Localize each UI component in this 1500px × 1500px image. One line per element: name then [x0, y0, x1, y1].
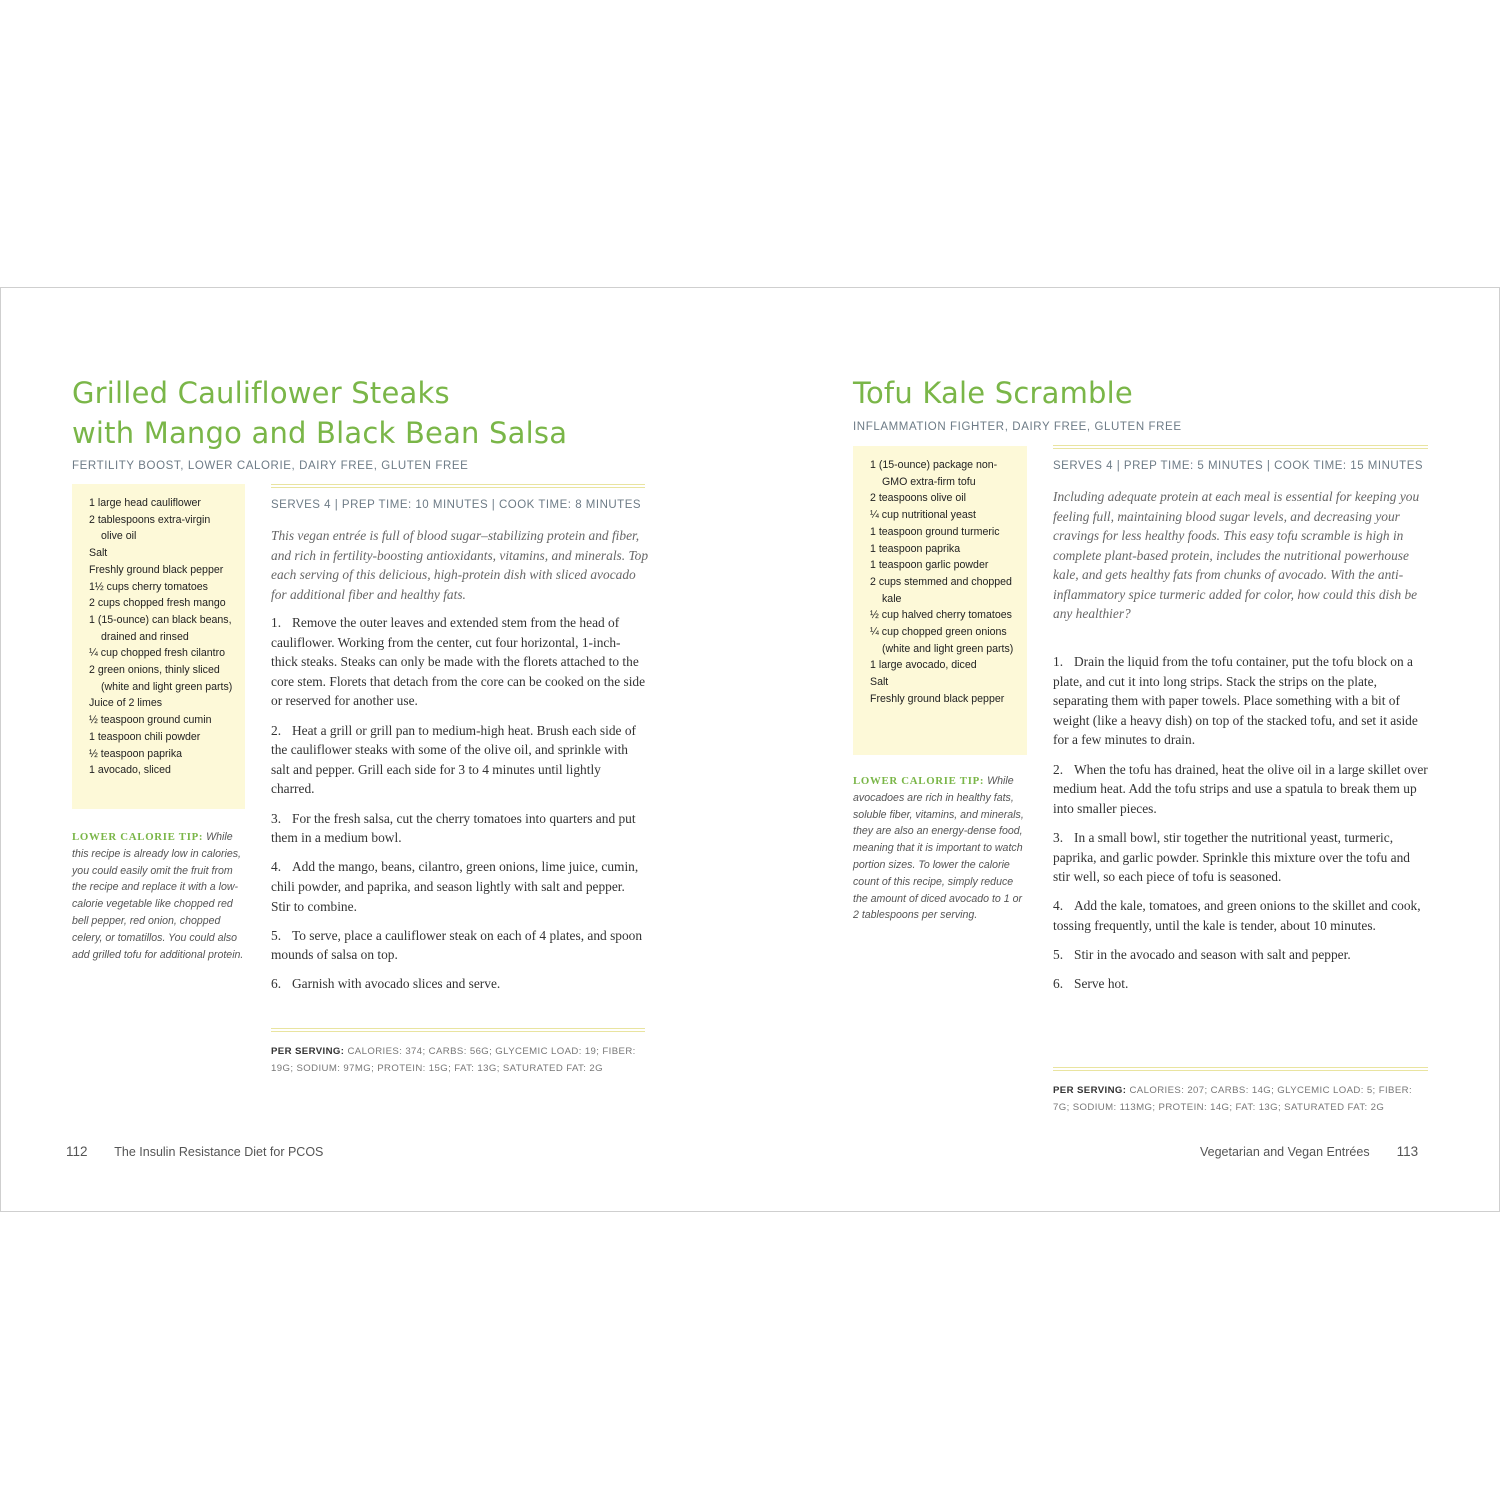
- bottom-rule: [271, 1028, 645, 1032]
- step-number: 5.: [271, 927, 282, 943]
- nutrition-facts: [271, 1043, 651, 1077]
- nutrition-text: CALORIES: 374; CARBS: 56G; GLYCEMIC LOAD: 19; FIBER: 19G; SODIUM: 97MG; PROTEIN: 15G; FAT: 13G; SATURATED FAT: 2G: [271, 1046, 636, 1074]
- step-item: [271, 613, 647, 711]
- ingredient-item: 1 teaspoon chili powder: [89, 730, 201, 743]
- step-text: In a small bowl, stir together the nutritional yeast, turmeric, paprika, and garlic powder. Sprinkle this mixture over the tofu and stir well, so each piece of tofu is seasoned.: [1053, 829, 1410, 885]
- step-number: 3.: [1053, 829, 1064, 845]
- serving-info: SERVES 4 | PREP TIME: 10 MINUTES | COOK TIME: 8 MINUTES: [271, 499, 642, 511]
- ingredient-item: Juice of 2 limes: [89, 697, 163, 710]
- top-rule: [1053, 445, 1428, 449]
- step-item: [271, 809, 647, 848]
- step-text: Remove the outer leaves and extended stem from the head of cauliflower. Working from the center, cut four horizontal, 1-inch-thick steaks. Steaks can only be made with the florets attached to the core stem. Florets that detach from the core can be cooked on the side or reserved for another use.: [271, 615, 646, 709]
- ingredients-box: [853, 446, 1027, 755]
- nutrition-facts: [1053, 1082, 1429, 1116]
- ingredient-item: Salt: [89, 547, 108, 560]
- title-line-2: with Mango and Black Bean Salsa: [72, 416, 568, 450]
- step-text: Stir in the avocado and season with salt and pepper.: [1074, 947, 1351, 963]
- step-number: 6.: [271, 976, 282, 992]
- step-number: 2.: [1053, 761, 1064, 777]
- step-item: [271, 974, 647, 994]
- ingredient-item: 2 green onions, thinly sliced (white and light green parts): [89, 664, 233, 693]
- step-item: [1053, 760, 1429, 819]
- recipe-title-cauliflower: [72, 373, 567, 453]
- nutrition-label: PER SERVING:: [1053, 1085, 1127, 1096]
- step-number: 3.: [271, 810, 282, 826]
- ingredient-list: [870, 457, 1017, 708]
- recipe-tags: INFLAMMATION FIGHTER, DAIRY FREE, GLUTEN FREE: [853, 421, 1182, 433]
- ingredient-item: 1 large avocado, diced: [870, 659, 977, 672]
- recipe-title-tofu: Tofu Kale Scramble: [853, 376, 1133, 410]
- ingredient-item: ½ teaspoon ground cumin: [89, 714, 212, 727]
- step-item: [271, 857, 647, 916]
- step-number: 4.: [271, 859, 282, 875]
- ingredient-item: ¼ cup chopped fresh cilantro: [89, 647, 226, 660]
- step-text: Serve hot.: [1074, 976, 1129, 992]
- ingredient-item: ½ teaspoon paprika: [89, 747, 183, 760]
- ingredient-item: 1 avocado, sliced: [89, 764, 171, 777]
- tip-label: LOWER CALORIE TIP:: [853, 775, 985, 787]
- title-line-1: Grilled Cauliflower Steaks: [72, 376, 450, 410]
- ingredient-item: 2 cups stemmed and chopped kale: [870, 575, 1012, 605]
- ingredients-box: [72, 484, 245, 809]
- ingredient-item: ¼ cup nutritional yeast: [870, 509, 976, 522]
- ingredient-item: 1 large head cauliflower: [89, 497, 201, 509]
- ingredient-item: 1 (15-ounce) package non-GMO extra-firm tofu: [870, 459, 998, 488]
- step-text: When the tofu has drained, heat the olive oil in a large skillet over medium heat. Add the tofu strips and use a spatula to break them up into smaller pieces.: [1053, 761, 1428, 816]
- recipe-steps: [1053, 652, 1429, 1003]
- step-number: 1.: [1053, 654, 1064, 669]
- page-footer-left: [66, 1144, 323, 1159]
- page-footer-right: [1200, 1144, 1418, 1159]
- running-title: Vegetarian and Vegan Entrées: [1200, 1145, 1370, 1159]
- ingredient-item: 2 tablespoons extra-virgin olive oil: [89, 513, 211, 543]
- step-text: Add the kale, tomatoes, and green onions to the skillet and cook, tossing frequently, until the kale is tender, about 10 minutes.: [1053, 898, 1421, 933]
- recipe-steps: [271, 613, 647, 1004]
- ingredient-item: 1 teaspoon ground turmeric: [870, 525, 1000, 538]
- step-item: [1053, 974, 1429, 994]
- step-text: To serve, place a cauliflower steak on each of 4 plates, and spoon mounds of salsa on top.: [271, 927, 643, 963]
- ingredient-list: [89, 495, 235, 779]
- tip-text: While this recipe is already low in calories, you could easily omit the fruit from the recipe and replace it with a low-calorie vegetable like chopped red bell pepper, red onion, chopped celery, or tomatillos. You could also add grilled tofu for additional protein.: [72, 831, 244, 961]
- ingredient-item: ¼ cup chopped green onions (white and light green parts): [870, 626, 1014, 655]
- step-number: 2.: [271, 722, 282, 738]
- ingredient-item: 2 teaspoons olive oil: [870, 492, 966, 505]
- nutrition-label: PER SERVING:: [271, 1046, 345, 1057]
- ingredient-item: 1½ cups cherry tomatoes: [89, 580, 208, 593]
- ingredient-item: 1 teaspoon garlic powder: [870, 559, 989, 572]
- step-text: For the fresh salsa, cut the cherry tomatoes into quarters and put them in a medium bowl.: [271, 810, 636, 846]
- lower-calorie-tip: [853, 773, 1025, 924]
- top-rule: [271, 484, 645, 488]
- tip-text: While avocadoes are rich in healthy fats, soluble fiber, vitamins, and minerals, they are also an energy-dense food, meaning that it is important to watch portion sizes. To lower the calorie count of this recipe, simply reduce the amount of diced avocado to 1 or 2 tablespoons per serving.: [853, 775, 1024, 922]
- step-number: 6.: [1053, 976, 1064, 992]
- serving-info: SERVES 4 | PREP TIME: 5 MINUTES | COOK TIME: 15 MINUTES: [1053, 460, 1424, 472]
- running-title: The Insulin Resistance Diet for PCOS: [114, 1145, 324, 1159]
- step-number: 5.: [1053, 947, 1064, 963]
- step-text: Add the mango, beans, cilantro, green onions, lime juice, cumin, chili powder, and paprika, and season lightly with salt and pepper. Stir to combine.: [271, 859, 639, 914]
- step-number: 4.: [1053, 898, 1064, 914]
- page-number: 113: [1396, 1144, 1419, 1159]
- bottom-rule: [1053, 1067, 1428, 1071]
- step-item: [1053, 896, 1429, 935]
- ingredient-item: Freshly ground black pepper: [870, 692, 1005, 705]
- tip-label: LOWER CALORIE TIP:: [72, 831, 204, 843]
- recipe-intro: Including adequate protein at each meal is essential for keeping you feeling full, maintaining blood sugar levels, and decreasing your cravings for less healthy foods. This easy tofu scramble is high in complete plant-based protein, includes the nutritional powerhouse kale, and gets healthy fats from chunks of avocado. With the anti-inflammatory spice turmeric added for color, how could this dish be any healthier?: [1053, 489, 1420, 621]
- step-item: [1053, 828, 1429, 887]
- step-number: 1.: [271, 615, 282, 630]
- step-text: Drain the liquid from the tofu container, put the tofu block on a plate, and cut it into long strips. Stack the strips on the plate, separating them with paper towels. Place something with a bit of weight (like a heavy dish) on top of the stacked tofu, and set it aside for a few minutes to drain.: [1053, 654, 1418, 748]
- page-number: 112: [66, 1144, 88, 1159]
- nutrition-text: CALORIES: 207; CARBS: 14G; GLYCEMIC LOAD: 5; FIBER: 7G; SODIUM: 113MG; PROTEIN: 14G; FAT: 13G; SATURATED FAT: 2G: [1053, 1085, 1413, 1113]
- recipe-tags: FERTILITY BOOST, LOWER CALORIE, DAIRY FREE, GLUTEN FREE: [72, 460, 469, 472]
- step-item: [271, 926, 647, 965]
- ingredient-item: 2 cups chopped fresh mango: [89, 597, 226, 610]
- ingredient-item: ½ cup halved cherry tomatoes: [870, 609, 1012, 622]
- ingredient-item: 1 teaspoon paprika: [870, 542, 961, 555]
- recipe-intro: This vegan entrée is full of blood sugar–stabilizing protein and fiber, and rich in fertility-boosting antioxidants, vitamins, and minerals. Top each serving of this delicious, high-protein dish with sliced avocado for additional fiber and healthy fats.: [271, 528, 649, 602]
- step-item: [271, 721, 647, 799]
- step-item: [1053, 945, 1429, 965]
- ingredient-item: Freshly ground black pepper: [89, 563, 224, 576]
- step-text: Garnish with avocado slices and serve.: [292, 976, 501, 992]
- step-item: [1053, 652, 1429, 750]
- ingredient-item: 1 (15-ounce) can black beans, drained and rinsed: [89, 613, 232, 643]
- step-text: Heat a grill or grill pan to medium-high heat. Brush each side of the cauliflower steaks with some of the olive oil, and sprinkle with salt and pepper. Grill each side for 3 to 4 minutes until lightly charred.: [271, 722, 636, 797]
- ingredient-item: Salt: [870, 676, 889, 689]
- lower-calorie-tip: [72, 829, 250, 963]
